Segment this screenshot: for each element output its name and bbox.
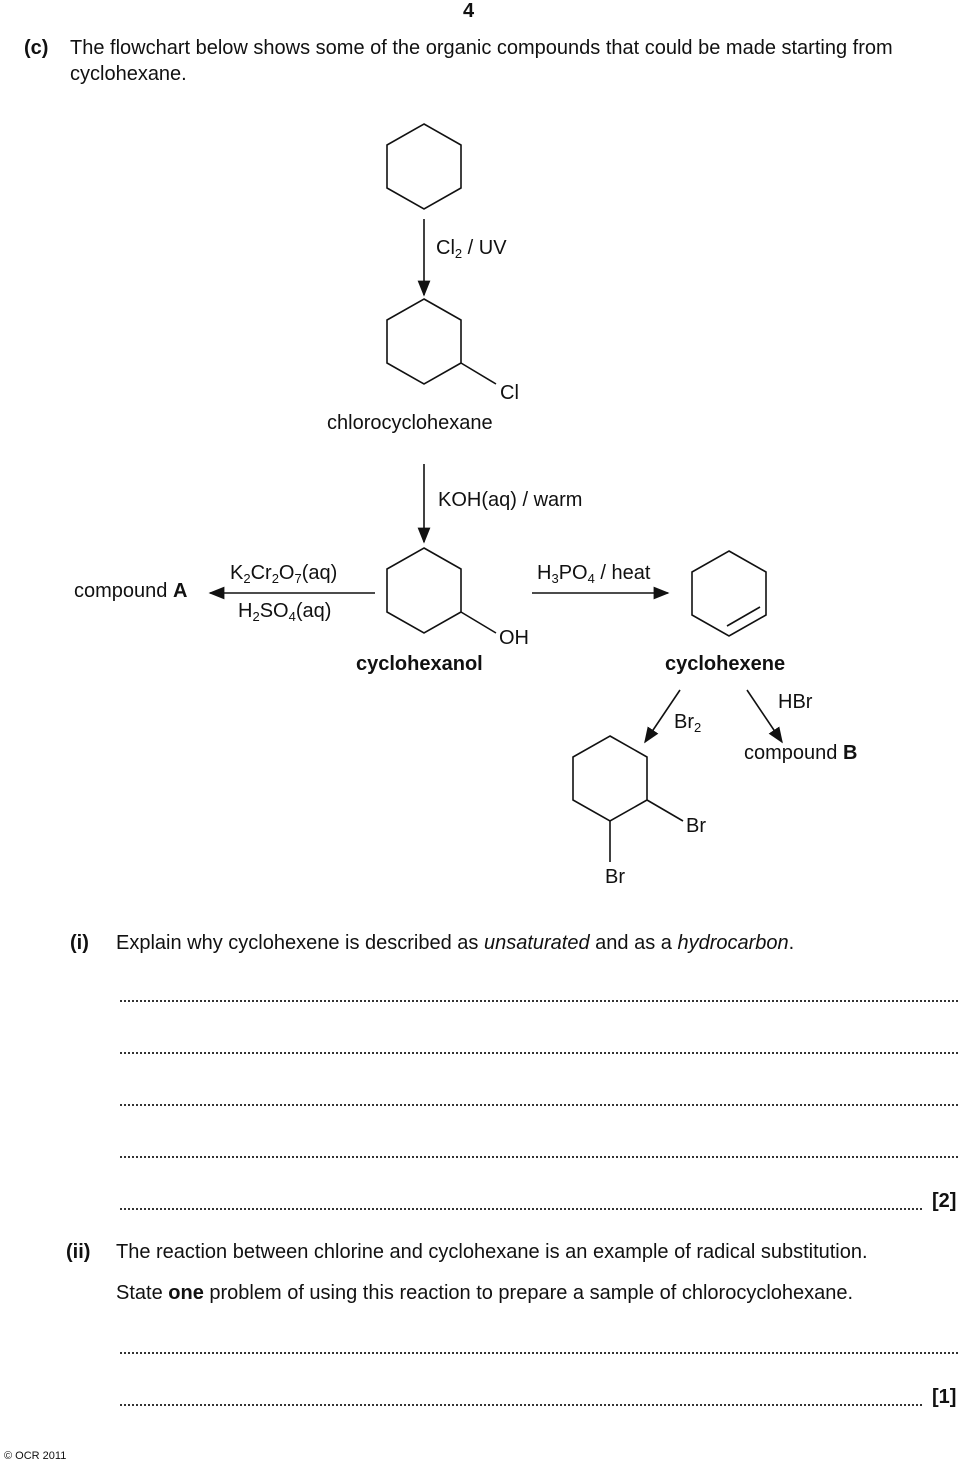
hydroxyl-label: OH [499,627,529,649]
answer-line[interactable] [120,1204,922,1210]
cyclohexene-structure [692,551,766,636]
chlorocyclohexane-label: chlorocyclohexane [327,412,493,434]
sulfuric-acid-reagent: $H_2SO_4(aq)$ [238,600,332,624]
copyright-footer: © OCR 2011 [4,1450,67,1462]
cyclohexanol-label: cyclohexanol [356,653,483,675]
answer-line[interactable] [120,1348,958,1354]
chlorine-substituent-label: Cl [500,382,519,404]
chlorocyclohexane-structure [387,299,461,384]
part-ii-number: (ii) [66,1241,91,1263]
page-number: 4 [463,0,475,22]
answer-line[interactable] [120,1048,958,1054]
cyclohexanol-structure [387,548,461,633]
part-ii-line-1: The reaction between chlorine and cyclohexane is an example of radical substitution. [116,1241,868,1263]
part-i-number: (i) [70,932,89,954]
dibromocyclohexane-structure [573,736,647,821]
bromine-substituent-bottom: Br [605,866,625,888]
intro-line-1: The flowchart below shows some of the organic compounds that could be made starting from [70,37,893,59]
cyclohexane-structure [387,124,461,209]
phosphoric-acid-reagent: $H_3PO_4$ / heat [537,562,651,586]
compound-a-label: compound A [74,580,188,602]
arrow-hbr-addition [747,690,782,742]
answer-line[interactable] [120,996,958,1002]
cyclohexene-label: cyclohexene [665,653,786,675]
answer-line[interactable] [120,1152,958,1158]
part-i-marks: [2] [932,1190,957,1212]
cl2-uv-reagent: $Cl_2$ / UV [436,237,507,261]
answer-line[interactable] [120,1400,922,1406]
intro-line-2: cyclohexane. [70,63,187,85]
koh-warm-reagent: KOH(aq) / warm [438,489,583,511]
bromine-substituent-right: Br [686,815,706,837]
part-ii-line-2: State one problem of using this reaction to prepare a sample of chlorocyclohexane. [116,1282,854,1304]
bromine-reagent: $Br_2$ [674,711,702,735]
part-i-question: Explain why cyclohexene is described as unsaturated and as a hydrocarbon. [116,932,795,954]
dichromate-reagent: $K_2Cr_2O_7(aq)$ [230,562,338,586]
hbr-reagent: HBr [778,691,813,713]
part-ii-marks: [1] [932,1386,957,1408]
answer-line[interactable] [120,1100,958,1106]
compound-b-label: compound B [744,742,858,764]
question-part-label: (c) [24,37,49,59]
